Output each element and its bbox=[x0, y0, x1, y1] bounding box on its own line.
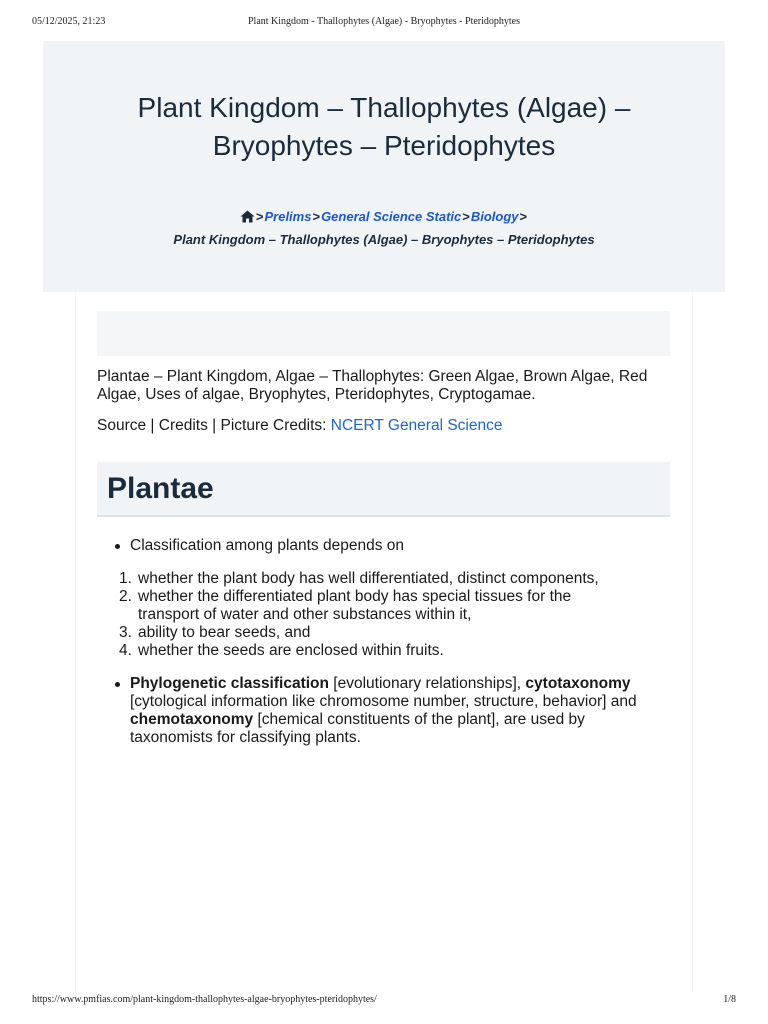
list-number: 1. bbox=[119, 570, 132, 587]
list-item-text: whether the plant body has well differentiated, distinct components, bbox=[138, 570, 599, 587]
list-item bbox=[108, 642, 648, 660]
list-item bbox=[108, 570, 648, 588]
home-icon[interactable] bbox=[240, 208, 255, 229]
breadcrumb-link-general-science-static[interactable]: General Science Static bbox=[321, 209, 462, 224]
print-url: https://www.pmfias.com/plant-kingdom-thallophytes-algae-bryophytes-pteridophytes/ bbox=[32, 994, 377, 1005]
bullet-list bbox=[108, 537, 678, 555]
source-link[interactable]: NCERT General Science bbox=[330, 417, 503, 434]
breadcrumb-separator: > bbox=[255, 209, 264, 224]
term-cytotaxonomy: cytotaxonomy bbox=[525, 675, 631, 692]
term-phylogenetic: Phylogenetic classification bbox=[130, 675, 329, 692]
breadcrumb-link-prelims[interactable]: Prelims bbox=[264, 209, 312, 224]
page-number: 1/8 bbox=[723, 994, 736, 1005]
list-item bbox=[108, 588, 648, 624]
list-item-text: Classification among plants depends on bbox=[130, 537, 405, 554]
list-number: 2. bbox=[119, 588, 132, 605]
breadcrumb-current: Plant Kingdom – Thallophytes (Algae) – Bryophytes – Pteridophytes bbox=[173, 232, 595, 247]
bullet-dot bbox=[115, 682, 120, 687]
source-prefix: Source | Credits | Picture Credits: bbox=[97, 417, 331, 434]
page-hero bbox=[43, 41, 725, 292]
section-heading: Plantae bbox=[107, 472, 214, 505]
section-header-box bbox=[97, 462, 670, 517]
term-chemotaxonomy: chemotaxonomy bbox=[130, 711, 254, 728]
ad-placeholder bbox=[97, 311, 670, 356]
print-datetime: 05/12/2025, 21:23 bbox=[32, 16, 106, 27]
list-number: 4. bbox=[119, 642, 132, 659]
breadcrumb bbox=[63, 206, 705, 250]
list-item-text: ability to bear seeds, and bbox=[138, 624, 311, 641]
desc-chemotaxonomy: [chemical constituents of the plant], are used by taxonomists for classifying plants. bbox=[130, 711, 585, 746]
breadcrumb-link-biology[interactable]: Biology bbox=[470, 209, 519, 224]
criteria-list bbox=[108, 570, 648, 660]
page-title: Plant Kingdom – Thallophytes (Algae) – Bryophytes – Pteridophytes bbox=[137, 92, 631, 161]
list-item bbox=[108, 624, 648, 642]
breadcrumb-separator: > bbox=[462, 209, 470, 224]
intro-text: Plantae – Plant Kingdom, Algae – Thallophytes: Green Algae, Brown Algae, Red Algae, Uses of algae, Bryophytes, Pteridophytes, Cryptogamae. bbox=[97, 368, 648, 403]
source-credits bbox=[97, 416, 670, 436]
list-number: 3. bbox=[119, 624, 132, 641]
list-item bbox=[108, 537, 678, 555]
bullet-list bbox=[108, 675, 668, 747]
print-header bbox=[32, 16, 736, 30]
desc-phylogenetic: [evolutionary relationships], bbox=[328, 675, 526, 692]
bullet-dot bbox=[115, 544, 120, 549]
list-item bbox=[108, 675, 668, 747]
print-footer bbox=[32, 994, 736, 1008]
breadcrumb-separator: > bbox=[312, 209, 321, 224]
breadcrumb-separator: > bbox=[519, 209, 528, 224]
list-item-text: whether the seeds are enclosed within fruits. bbox=[138, 642, 444, 659]
list-item-text: whether the differentiated plant body has special tissues for the transport of water and other substances within it, bbox=[138, 588, 572, 623]
print-title: Plant Kingdom - Thallophytes (Algae) - Bryophytes - Pteridophytes bbox=[248, 16, 520, 27]
list-item-text bbox=[130, 675, 637, 746]
desc-cytotaxonomy: [cytological information like chromosome number, structure, behavior] and bbox=[130, 693, 637, 710]
